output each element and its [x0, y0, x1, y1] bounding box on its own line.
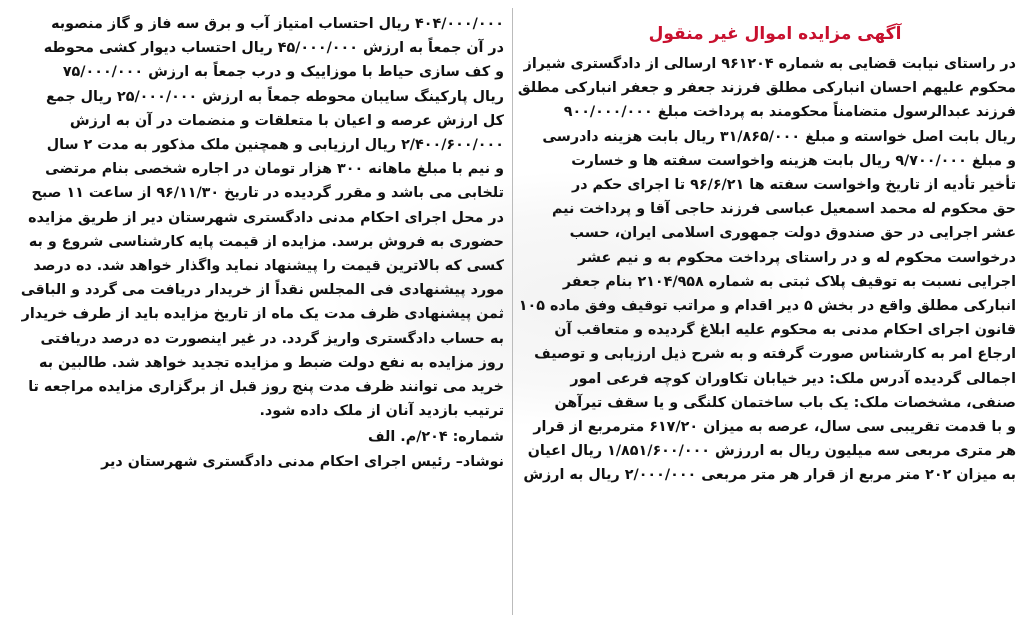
text-line: به میزان ۲۰۲ متر مربع از قرار هر متر مربعی ۲/۰۰۰/۰۰۰ ریال به ارزش — [523, 467, 1016, 484]
signature: نوشاد– رئیس اجرای احکام مدنی دادگستری شهرستان دیر — [101, 453, 504, 470]
text-line: فرزند عبدالرسول متضامناً محکومند به پرداخت مبلغ ۹۰۰/۰۰۰/۰۰۰ — [563, 104, 1016, 121]
text-line: اجمالی گردیده آدرس ملک: دیر خیابان تکاوران کوچه فرعی امور — [570, 370, 1016, 387]
text-line: عشر اجرایی در حق صندوق دولت جمهوری اسلامی ایران، حسب — [569, 225, 1016, 242]
text-line: درخواست محکوم له و در راستای پرداخت محکوم به و نیم عشر — [578, 249, 1016, 266]
text-line: کسی که بالاترین قیمت را پیشنهاد نماید واگذار خواهد شد. ده درصد — [33, 258, 504, 275]
text-line: مورد پیشنهادی فی المجلس نقداً از خریدار دریافت می گردد و الباقی — [20, 282, 504, 299]
text-line: در راستای نیابت قضایی به شماره ۹۶۱۲۰۴ ارسالی از دادگستری شیراز — [523, 56, 1016, 72]
left-column — [8, 12, 504, 619]
column-divider — [512, 8, 513, 615]
text-line: ریال بابت اصل خواسته و مبلغ ۳۱/۸۶۵/۰۰۰ ریال بابت هزینه دادرسی — [542, 128, 1016, 145]
text-line: روز مزایده به نفع دولت ضبط و مزایده تجدید خواهد شد. طالبین به — [39, 354, 504, 371]
text-line: ترتیب بازدید آنان از ملک داده شود. — [259, 403, 504, 420]
text-line: حق محکوم له محمد اسمعیل عباسی فرزند حاجی آقا و پرداخت نیم — [551, 201, 1016, 218]
text-line: ۴۰۴/۰۰۰/۰۰۰ ریال احتساب امتیاز آب و برق سه فاز و گاز منصوبه — [51, 16, 504, 32]
right-column — [517, 4, 1016, 619]
notice-title: آگهی مزایده اموال غیر منقول — [648, 24, 902, 44]
text-line: به حساب دادگستری واریز گردد. در غیر اینصورت ده درصد دریافتی — [40, 330, 504, 347]
text-line: ثمن پیشنهادی ظرف مدت یک ماه از تاریخ مزایده باید از طرف خریدار — [21, 306, 504, 323]
left-column-body — [8, 12, 504, 423]
text-line: در محل اجرای احکام مدنی دادگستری شهرستان دیر از طریق مزایده — [28, 209, 504, 226]
text-line: اجرایی نسبت به توقیف پلاک ثبتی به شماره ۲۱۰۴/۹۵۸ بنام جعفر — [562, 273, 1016, 290]
text-line: محکوم علیهم احسان انبارکی مطلق فرزند جعفر و جعفر انبارکی مطلق — [517, 80, 1016, 97]
text-line: و کف سازی حیاط با موزاییک و درب جمعاً به ارزش ۷۵/۰۰۰/۰۰۰ — [62, 64, 504, 81]
reference-number: شماره: ۲۰۴/م. الف — [368, 429, 504, 446]
text-line: و نیم با مبلغ ماهانه ۳۰۰ هزار تومان در اجاره شخصی بنام مرتضی — [45, 161, 504, 178]
text-line: صنفی، مشخصات ملک: یک باب ساختمان کلنگی و یا سقف تیرآهن — [554, 394, 1016, 411]
text-line: قانون اجرای احکام مدنی به محکوم علیه ابلاغ گردیده و متعاقب آن — [554, 322, 1016, 339]
text-line: ریال پارکینگ سایبان محوطه جمعاً به ارزش ۲۵/۰۰۰/۰۰۰ ریال جمع — [46, 88, 504, 105]
text-line: خرید می توانند ظرف مدت پنج روز قبل از برگزاری مزایده مراجعه تا — [28, 379, 504, 396]
text-line: تلخابی می باشد و مقرر گردیده در تاریخ ۹۶/۱۱/۳۰ از ساعت ۱۱ صبح — [31, 185, 504, 202]
text-line: انبارکی مطلق واقع در بخش ۵ دیر اقدام و مراتب توقیف وفق ماده ۱۰۵ — [518, 298, 1016, 315]
right-column-body — [517, 52, 1016, 488]
text-line: ارجاع امر به کارشناس صورت گرفته و به شرح ذیل ارزیابی و توصیف — [534, 346, 1016, 363]
text-line: حضوری به فروش برسد. مزایده از قیمت پایه کارشناسی شروع و به — [28, 233, 504, 250]
text-line: در آن جمعاً به ارزش ۴۵/۰۰۰/۰۰۰ ریال احتساب دیوار کشی محوطه — [43, 40, 504, 57]
text-line: هر متری مربعی سه میلیون ریال به اررزش ۱/۸۵۱/۶۰۰/۰۰۰ ریال اعیان — [527, 443, 1016, 460]
text-line: کل ارزش عرصه و اعیان با متعلقات و منضمات در آن به ارزش — [69, 112, 504, 129]
text-line: و مبلغ ۹/۷۰۰/۰۰۰ ریال بابت هزینه واخواست سفته ها و خسارت — [571, 152, 1016, 169]
text-line: ۲/۴۰۰/۶۰۰/۰۰۰ ریال ارزیابی و همچنین ملک مذکور به مدت ۲ سال — [46, 137, 504, 154]
text-line: تأخیر تأدیه از تاریخ واخواست سفته ها ۹۶/۶/۲۱ تا اجرای حکم در — [571, 177, 1016, 194]
text-line: و با قدمت تقریبی سی سال، عرصه به میزان ۶۱۷/۲۰ مترمربع از قرار — [533, 419, 1016, 436]
